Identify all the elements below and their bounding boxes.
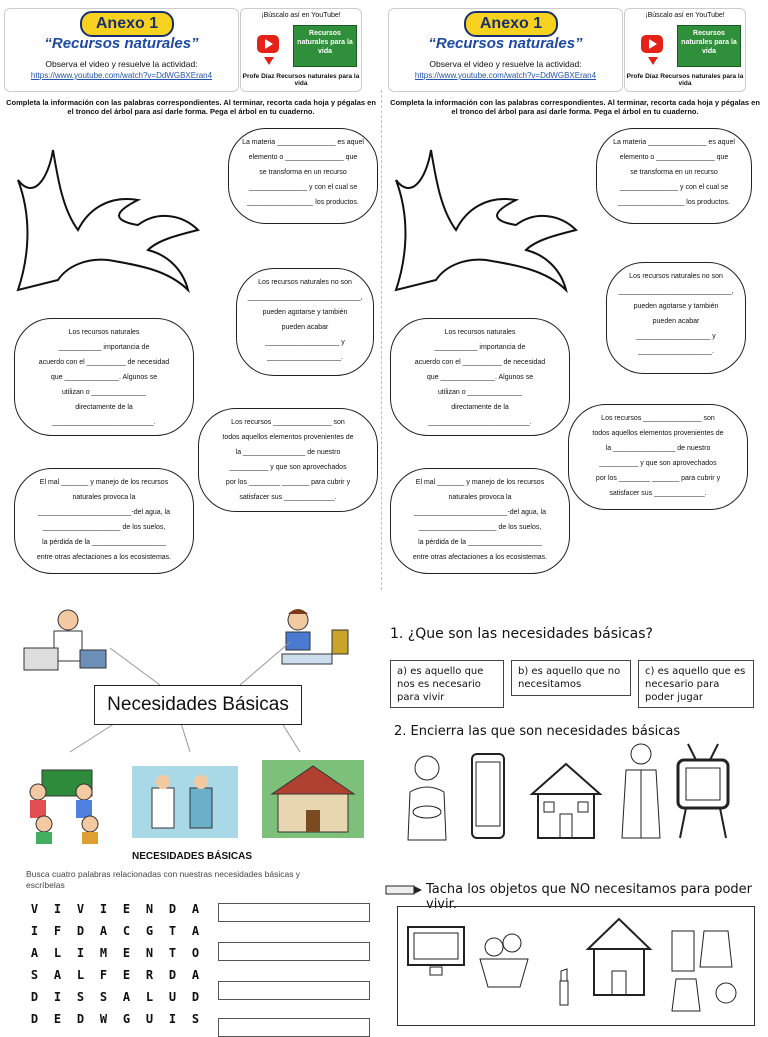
wordsearch-cell[interactable]: N <box>145 946 154 960</box>
wordsearch-cell[interactable]: D <box>168 968 177 982</box>
cloud-line: que ______________. Algunos se <box>50 374 158 381</box>
cloud-no-son <box>606 262 746 374</box>
observe-instruction: Observa el video y resuelve la actividad: <box>429 59 582 69</box>
youtube-logo-icon[interactable] <box>257 35 279 53</box>
header-card <box>4 8 239 92</box>
wordsearch-cell[interactable]: D <box>191 990 200 1004</box>
cloud-line: naturales provoca la <box>72 494 136 501</box>
cloud-line: la ________________ de nuestro <box>605 445 711 452</box>
cloud-line: ___________________ y <box>636 333 716 340</box>
wordsearch-cell[interactable]: F <box>53 924 62 938</box>
wordsearch-cell[interactable]: D <box>168 902 177 916</box>
cloud-line: la pérdida de la ___________________ <box>42 539 166 546</box>
cloud-line: se transforma en un recurso <box>259 169 347 176</box>
wordsearch-cell[interactable]: A <box>99 924 108 938</box>
wordsearch-cell[interactable]: E <box>122 902 131 916</box>
wordsearch-cell[interactable]: W <box>99 1012 108 1026</box>
monitor-icon[interactable] <box>406 925 466 979</box>
cloud-line: ___________ importancia de <box>434 344 526 351</box>
doctors-illustration-icon <box>132 766 238 838</box>
cloud-line: Los recursos naturales <box>444 329 516 336</box>
lipstick-icon[interactable] <box>558 967 570 1007</box>
cloud-materia <box>596 128 752 224</box>
down-arrow-icon <box>648 57 658 65</box>
cloud-line: que ______________. Algunos se <box>426 374 534 381</box>
wordsearch-cell[interactable]: U <box>168 990 177 1004</box>
tree-branch-icon <box>8 140 208 300</box>
youtube-card <box>624 8 746 92</box>
cloud-line: _________________ los productos. <box>247 199 359 206</box>
wordsearch-cell[interactable]: I <box>30 924 39 938</box>
wordsearch-cell[interactable]: S <box>191 1012 200 1026</box>
cloud-line: la pérdida de la ___________________ <box>418 539 542 546</box>
cloud-line: utilizan o ______________ <box>61 389 147 396</box>
cloud-line: directamente de la <box>75 404 133 411</box>
cloud-line: pueden acabar <box>652 318 700 325</box>
cloud-importancia <box>390 318 570 436</box>
anexo-badge: Anexo 1 <box>464 11 558 37</box>
wordsearch-cell[interactable]: G <box>122 1012 131 1026</box>
cloud-line: todos aquellos elementos provenientes de <box>592 430 724 437</box>
house-small-icon[interactable] <box>584 915 654 999</box>
cloud-line: La materia _______________ es aquel <box>242 139 364 146</box>
cloud-line: por los ________ _______ para cubrir y <box>595 475 721 482</box>
cloud-mal-manejo <box>390 468 570 574</box>
wordsearch-cell[interactable]: G <box>145 924 154 938</box>
fruit-basket-icon[interactable] <box>476 931 532 991</box>
answer-field-3[interactable] <box>218 981 370 1000</box>
wordsearch-instructions: Busca cuatro palabras relacionadas con nuestras necesidades básicas y escríbelas <box>26 869 301 890</box>
cloud-line: El mal _______ y manejo de los recursos <box>415 479 545 486</box>
wordsearch-cell[interactable]: A <box>122 990 131 1004</box>
person-eating-icon[interactable] <box>402 752 452 844</box>
video-link[interactable]: https://www.youtube.com/watch?v=DdWGBXEran4 <box>414 71 597 80</box>
youtube-card <box>240 8 362 92</box>
wordsearch-cell[interactable]: A <box>191 902 200 916</box>
school-children-icon <box>24 762 108 846</box>
wordsearch-cell[interactable]: I <box>53 902 62 916</box>
header-card <box>388 8 623 92</box>
cloud-line: todos aquellos elementos provenientes de <box>222 434 354 441</box>
wordsearch-cell[interactable]: V <box>30 902 39 916</box>
cloud-line: la ________________ de nuestro <box>235 449 341 456</box>
cloud-line: acuerdo con el __________ de necesidad <box>414 359 546 366</box>
wordsearch-cell[interactable]: D <box>76 924 85 938</box>
wordsearch-cell[interactable]: S <box>99 990 108 1004</box>
pencil-icon <box>384 882 424 898</box>
anexo-badge: Anexo 1 <box>80 11 174 37</box>
objects-box <box>397 906 755 1026</box>
wordsearch-cell[interactable]: E <box>122 968 131 982</box>
worksheet-right <box>384 0 766 590</box>
cloud-line: _________________ los productos. <box>618 199 730 206</box>
instructions: Completa la información con las palabras correspondientes. Al terminar, recorta cada hoja y pégalas en el tronco del árbol para así darle forma. Pega el árbol en tu cuaderno. <box>390 98 760 116</box>
wordsearch-cell[interactable]: I <box>168 1012 177 1026</box>
cloud-line: satisfacer sus _____________. <box>609 490 707 497</box>
answer-field-2[interactable] <box>218 942 370 961</box>
cloud-line: acuerdo con el __________ de necesidad <box>38 359 170 366</box>
cloud-line: El mal _______ y manejo de los recursos <box>39 479 169 486</box>
cloud-line: satisfacer sus _____________. <box>239 494 337 501</box>
cloud-line: ________________________-del agua, la <box>38 509 170 516</box>
video-link[interactable]: https://www.youtube.com/watch?v=DdWGBXEran4 <box>30 71 213 80</box>
phone-icon[interactable] <box>470 752 508 840</box>
clothes-icon[interactable] <box>666 927 746 1017</box>
wordsearch-cell[interactable]: L <box>145 990 154 1004</box>
cloud-line: entre otras afectaciones a los ecosistemas. <box>412 554 548 561</box>
cloud-line: pueden agotarse y también <box>262 309 348 316</box>
worksheet-title: “Recursos naturales” <box>428 35 583 52</box>
cloud-line: ____________________ de los suelos, <box>418 524 542 531</box>
tree-branch-icon <box>386 140 586 300</box>
wordsearch-cell[interactable]: R <box>145 968 154 982</box>
cloud-mal-manejo <box>14 468 194 574</box>
wordsearch-cell[interactable]: M <box>99 946 108 960</box>
wordsearch-cell[interactable]: A <box>191 968 200 982</box>
observe-instruction: Observa el video y resuelve la actividad: <box>45 59 198 69</box>
question-1: 1. ¿Que son las necesidades básicas? <box>390 626 653 642</box>
cloud-line: Los recursos naturales no son <box>258 279 352 286</box>
necesidades-title-box: Necesidades Básicas <box>94 685 302 725</box>
wordsearch-cell[interactable]: V <box>76 902 85 916</box>
wordsearch-cell[interactable]: T <box>168 924 177 938</box>
answer-field-4[interactable] <box>218 1018 370 1037</box>
cloud-line: por los ________ _______ para cubrir y <box>225 479 351 486</box>
wordsearch-cell[interactable]: D <box>30 990 39 1004</box>
wordsearch-cell[interactable]: N <box>145 902 154 916</box>
cloud-line: __________________________. <box>52 419 156 426</box>
wordsearch-cell[interactable]: A <box>53 968 62 982</box>
cloud-line: se transforma en un recurso <box>630 169 718 176</box>
cloud-line: pueden acabar <box>281 324 329 331</box>
video-thumbnail[interactable]: Recursos naturales para la vida <box>293 25 357 67</box>
cloud-line: _______________ y con el cual se <box>619 184 729 191</box>
question-3: Tacha los objetos que NO necesitamos para poder vivir. <box>426 882 753 912</box>
cloud-line: __________ y que son aprovechados <box>229 464 347 471</box>
television-icon[interactable] <box>674 742 732 842</box>
cloud-line: Los recursos _______________ son <box>601 415 715 422</box>
cloud-line: Los recursos _______________ son <box>231 419 345 426</box>
wordsearch-cell[interactable]: C <box>122 924 131 938</box>
option-a[interactable]: a) es aquello que nos es necesario para vivir <box>390 660 504 708</box>
wordsearch-cell[interactable]: D <box>30 1012 39 1026</box>
down-arrow-icon <box>264 57 274 65</box>
cloud-line: naturales provoca la <box>448 494 512 501</box>
cloud-line: utilizan o ______________ <box>437 389 523 396</box>
answer-field-1[interactable] <box>218 903 370 922</box>
option-b[interactable]: b) es aquello que no necesitamos <box>511 660 631 696</box>
wordsearch-cell[interactable]: A <box>191 924 200 938</box>
cloud-line: __________ y que son aprovechados <box>599 460 717 467</box>
wordsearch-title: NECESIDADES BÁSICAS <box>132 851 253 862</box>
cloud-son <box>568 404 748 510</box>
wordsearch-cell[interactable]: S <box>30 968 39 982</box>
cloud-line: Los recursos naturales no son <box>629 273 723 280</box>
youtube-footer: Profe Díaz Recursos naturales para la vida <box>242 73 360 87</box>
cloud-line: pueden agotarse y también <box>633 303 719 310</box>
cloud-line: ___________________. <box>267 354 343 361</box>
video-thumbnail[interactable]: Recursos naturales para la vida <box>677 25 741 67</box>
cloud-son <box>198 408 378 512</box>
cloud-line: ___________________. <box>638 348 714 355</box>
house-outline-icon[interactable] <box>526 758 606 840</box>
cloud-line: ___________ importancia de <box>58 344 150 351</box>
woman-coat-icon[interactable] <box>618 740 664 842</box>
wordsearch-cell[interactable]: E <box>122 946 131 960</box>
youtube-logo-icon[interactable] <box>641 35 663 53</box>
wordsearch-cell[interactable]: E <box>53 1012 62 1026</box>
wordsearch-cell[interactable]: L <box>53 946 62 960</box>
wordsearch-cell[interactable]: I <box>76 946 85 960</box>
cloud-line: __________________________. <box>428 419 532 426</box>
cloud-line: elemento o _______________ que <box>619 154 729 161</box>
cloud-line: ________________________-del agua, la <box>414 509 546 516</box>
cloud-materia <box>228 128 378 224</box>
cloud-line: elemento o _______________ que <box>248 154 358 161</box>
wordsearch-cell[interactable]: F <box>99 968 108 982</box>
wordsearch-cell[interactable]: I <box>53 990 62 1004</box>
youtube-caption: ¡Búscalo así en YouTube! <box>645 12 725 19</box>
wordsearch-cell[interactable]: A <box>30 946 39 960</box>
wordsearch-cell[interactable]: U <box>145 1012 154 1026</box>
wordsearch-cell[interactable]: O <box>191 946 200 960</box>
wordsearch-cell[interactable]: D <box>76 1012 85 1026</box>
worksheet-left <box>0 0 382 590</box>
worksheet-title: “Recursos naturales” <box>44 35 199 52</box>
cloud-line: Los recursos naturales <box>68 329 140 336</box>
cloud-line: ____________________ de los suelos, <box>42 524 166 531</box>
cloud-line: _____________________________, <box>618 288 734 295</box>
youtube-caption: ¡Búscalo así en YouTube! <box>261 12 341 19</box>
cloud-line: _______________ y con el cual se <box>248 184 358 191</box>
cloud-line: La materia _______________ es aquel <box>613 139 735 146</box>
wordsearch-cell[interactable]: L <box>76 968 85 982</box>
youtube-footer: Profe Díaz Recursos naturales para la vida <box>626 73 744 87</box>
cloud-line: _____________________________, <box>247 294 363 301</box>
house-illustration-icon <box>262 760 364 838</box>
wordsearch-cell[interactable]: I <box>99 902 108 916</box>
wordsearch-cell[interactable]: T <box>168 946 177 960</box>
cloud-importancia <box>14 318 194 436</box>
instructions: Completa la información con las palabras correspondientes. Al terminar, recorta cada hoja y pégalas en el tronco del árbol para así darle forma. Pega el árbol en tu cuaderno. <box>6 98 376 116</box>
cloud-line: directamente de la <box>451 404 509 411</box>
question-2: 2. Encierra las que son necesidades básicas <box>394 724 681 739</box>
wordsearch-cell[interactable]: S <box>76 990 85 1004</box>
cloud-line: entre otras afectaciones a los ecosistemas. <box>36 554 172 561</box>
cloud-line: ___________________ y <box>265 339 345 346</box>
option-c[interactable]: c) es aquello que es necesario para poder jugar <box>638 660 754 708</box>
cloud-no-son <box>236 268 374 376</box>
